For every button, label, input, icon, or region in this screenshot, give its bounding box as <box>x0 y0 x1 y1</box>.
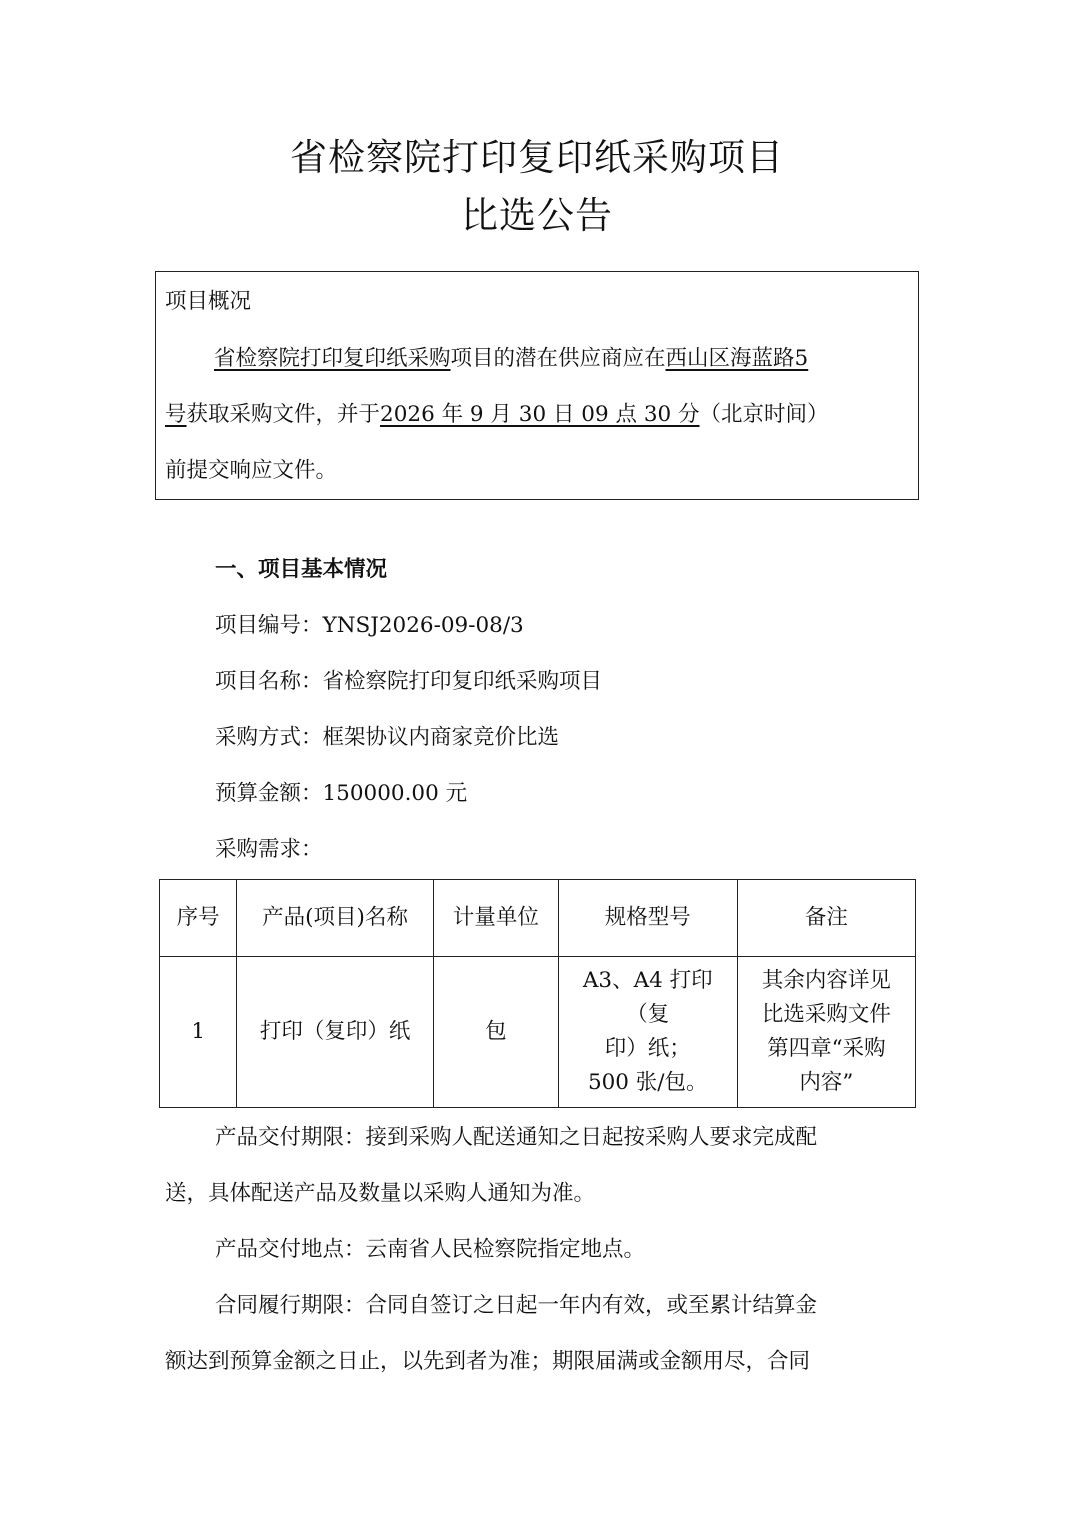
table-header: 序号 <box>160 880 237 957</box>
requirements-label: 采购需求： <box>215 837 323 862</box>
overview-text: 项目的潜在供应商应在 <box>450 346 666 371</box>
budget-amount: 预算金额：150000.00 元 <box>215 781 468 806</box>
document-title: 省检察院打印复印纸采购项目 <box>290 136 784 179</box>
section-heading: 一、项目基本情况 <box>215 557 388 582</box>
overview-heading: 项目概况 <box>165 289 252 314</box>
document-subtitle: 比选公告 <box>461 194 613 237</box>
table-row <box>160 957 916 1108</box>
address-underlined-cont: 号 <box>165 402 187 427</box>
project-number: 项目编号：YNSJ2026-09-08/3 <box>215 613 524 638</box>
table-header: 备注 <box>737 880 915 957</box>
procurement-method: 采购方式：框架协议内商家竞价比选 <box>215 725 560 750</box>
requirements-table <box>159 879 916 1108</box>
delivery-period-line-1: 产品交付期限：接到采购人配送通知之日起按采购人要求完成配 <box>215 1125 818 1150</box>
project-name-underlined: 省检察院打印复印纸采购 <box>214 346 451 371</box>
overview-line-3: 前提交响应文件。 <box>165 458 338 483</box>
contract-period-line-1: 合同履行期限：合同自签订之日起一年内有效，或至累计结算金 <box>215 1293 818 1318</box>
table-header: 规格型号 <box>558 880 737 957</box>
overview-text: 获取采购文件，并于 <box>186 402 381 427</box>
project-name: 项目名称：省检察院打印复印纸采购项目 <box>215 669 603 694</box>
cell-note: 其余内容详见 比选采购文件 第四章“采购 内容” <box>737 957 915 1108</box>
delivery-period-line-2: 送，具体配送产品及数量以采购人通知为准。 <box>165 1181 596 1206</box>
overview-text: （北京时间） <box>699 402 829 427</box>
deadline-underlined: 2026 年 9 月 30 日 09 点 30 分 <box>380 402 700 427</box>
overview-line-2 <box>165 400 829 430</box>
cell-unit: 包 <box>433 957 558 1108</box>
cell-name: 打印（复印）纸 <box>237 957 433 1108</box>
address-underlined: 西山区海蓝路5 <box>665 346 809 371</box>
table-header: 产品(项目)名称 <box>237 880 433 957</box>
cell-spec: A3、A4 打印（复 印）纸； 500 张/包。 <box>558 957 737 1108</box>
table-header: 计量单位 <box>433 880 558 957</box>
cell-no: 1 <box>160 957 237 1108</box>
table-header-row <box>160 880 916 957</box>
overview-line-1 <box>214 344 808 374</box>
contract-period-line-2: 额达到预算金额之日止，以先到者为准；期限届满或金额用尽，合同 <box>165 1349 811 1374</box>
delivery-place: 产品交付地点：云南省人民检察院指定地点。 <box>215 1237 646 1262</box>
